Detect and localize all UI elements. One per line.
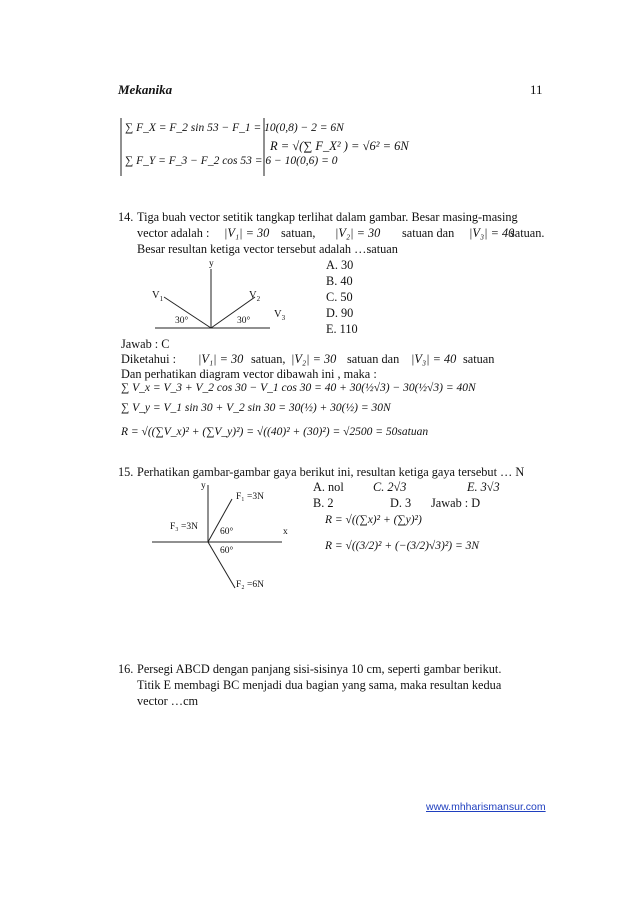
q14-eq-vx: ∑ V_x = V_3 + V_2 cos 30 − V_1 cos 30 = 40 + 30(½√3) − 30(½√3) = 40N	[121, 382, 476, 394]
q15-label-y: y	[201, 481, 206, 491]
q14-label-v1: $V_1$	[152, 290, 164, 304]
running-header-title: Mekanika	[118, 82, 173, 97]
q15-eq-r2: R = √((3/2)² + (−(3/2)√3)²) = 3N	[325, 540, 480, 552]
q15-number: 15.	[118, 465, 134, 479]
q15-option-b: B. 2	[313, 496, 334, 510]
q14-answer: Jawab : C	[121, 337, 170, 351]
q14-option-c: C. 50	[326, 290, 353, 304]
q14-known-satuan-1: satuan,	[251, 352, 286, 366]
q16-line3: vector …cm	[137, 694, 199, 708]
q14-label-v2: $V_2$	[249, 290, 261, 304]
q14-eq-r: R = √((∑V_x)² + (∑V_y)²) = √((40)² + (30)²) = √2500 = 50satuan	[121, 426, 429, 438]
q14-angle-left: 30°	[175, 316, 189, 326]
q14-label-y: y	[209, 259, 214, 269]
q14-line1: Tiga buah vector setitik tangkap terlihat dalam gambar. Besar masing-masing	[137, 210, 518, 224]
q14-v3-magnitude: |V₃| = 40	[469, 226, 515, 240]
q14-known-lead: Diketahui :	[121, 352, 176, 366]
q15-label-f2: F₂ =6N	[236, 580, 264, 590]
q14-satuan-1: satuan,	[281, 226, 316, 240]
q14-option-b: B. 40	[326, 274, 353, 288]
q15-label-x: x	[283, 527, 288, 537]
q14-option-e: E. 110	[326, 322, 358, 336]
q14-option-a: A. 30	[326, 258, 354, 272]
q14-known-v3: |V₃| = 40	[411, 352, 457, 366]
q16-line1: Persegi ABCD dengan panjang sisi-sisinya 10 cm, seperti gambar berikut.	[137, 662, 502, 676]
q14-known-v1: |V₁| = 30	[198, 352, 244, 366]
q15-label-f3: F₃ =3N	[170, 522, 198, 532]
q14-v2-magnitude: |V₂| = 30	[335, 226, 381, 240]
q14-satuan-dan: satuan dan	[402, 226, 455, 240]
q14-line3: Besar resultan ketiga vector tersebut adalah …satuan	[137, 242, 398, 256]
q14-known-satuan: satuan	[463, 352, 495, 366]
page-number: 11	[530, 82, 543, 97]
footer-website-link[interactable]: www.mhharismansur.com	[426, 801, 546, 813]
q15-option-e: E. 3√3	[467, 480, 500, 494]
q15-angle-bottom: 60°	[220, 546, 234, 556]
q15-option-a: A. nol	[313, 480, 344, 494]
q16-line2: Titik E membagi BC menjadi dua bagian yang sama, maka resultan kedua	[137, 678, 502, 692]
eq-sum-fx: ∑ F_X = F_2 sin 53 − F_1 = 10(0,8) − 2 = 6N	[125, 122, 344, 134]
eq-resultant: R = √(∑ F_X² ) = √6² = 6N	[270, 139, 409, 153]
q14-known-v2: |V₂| = 30	[291, 352, 337, 366]
q14-known-satuan-dan: satuan dan	[347, 352, 400, 366]
q14-satuan-end: satuan.	[510, 226, 545, 240]
q15-option-c: C. 2√3	[373, 480, 407, 494]
q15-angle-top: 60°	[220, 527, 234, 537]
q15-label-f1: F₁ =3N	[236, 492, 264, 502]
q14-eq-vy: ∑ V_y = V_1 sin 30 + V_2 sin 30 = 30(½) + 30(½) = 30N	[121, 402, 391, 414]
q14-number: 14.	[118, 210, 134, 224]
q15-text: Perhatikan gambar-gambar gaya berikut ini, resultan ketiga gaya tersebut … N	[137, 465, 525, 479]
q14-label-v3: $V_3$	[274, 309, 286, 323]
eq-sum-fy: ∑ F_Y = F_3 − F_2 cos 53 = 6 − 10(0,6) = 0	[125, 155, 338, 167]
q14-angle-right: 30°	[237, 316, 251, 326]
q14-option-d: D. 90	[326, 306, 354, 320]
q14-v1-magnitude: |V₁| = 30	[224, 226, 270, 240]
q15-answer: Jawab : D	[431, 496, 481, 510]
q14-diagram-note: Dan perhatikan diagram vector dibawah ini , maka :	[121, 367, 377, 381]
q15-option-d: D. 3	[390, 496, 412, 510]
q14-line2-lead: vector adalah :	[137, 226, 210, 240]
q16-number: 16.	[118, 662, 134, 676]
q15-eq-r1: R = √((∑x)² + (∑y)²)	[325, 514, 422, 526]
